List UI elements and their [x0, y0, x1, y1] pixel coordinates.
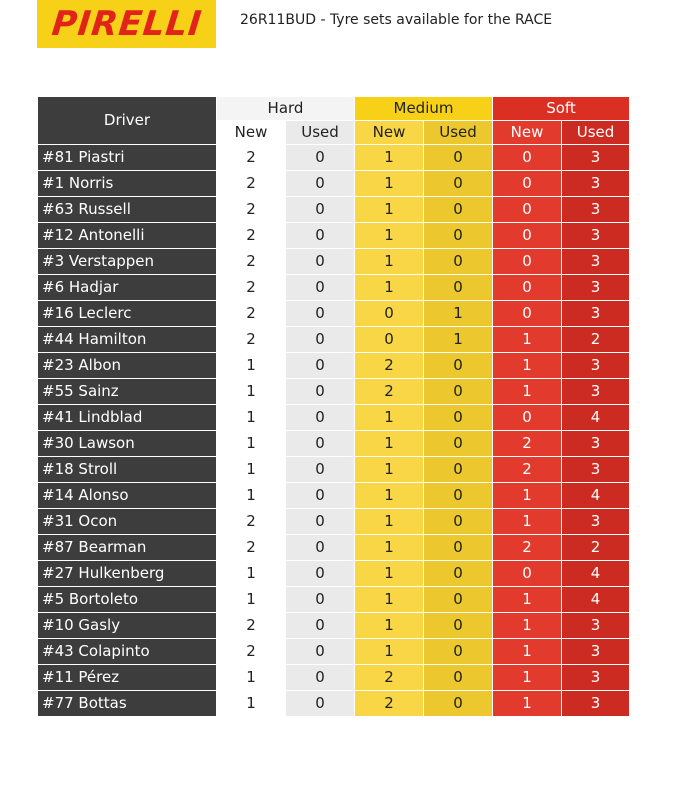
hard-new-cell: 2: [217, 145, 286, 171]
table-body: [38, 145, 630, 717]
medium-new-cell: 1: [355, 249, 424, 275]
medium-new-cell: 1: [355, 639, 424, 665]
table-row: [38, 691, 630, 717]
table-row: [38, 431, 630, 457]
medium-new-cell: 1: [355, 483, 424, 509]
hard-new-cell: 1: [217, 561, 286, 587]
hard-new-cell: 2: [217, 639, 286, 665]
hard-used-cell: 0: [286, 223, 355, 249]
soft-new-cell: 1: [493, 483, 562, 509]
table-row: [38, 613, 630, 639]
driver-name-cell: #18 Stroll: [38, 457, 217, 483]
medium-compound-header: Medium: [355, 97, 493, 121]
hard-used-header: Used: [286, 121, 355, 145]
hard-used-cell: 0: [286, 509, 355, 535]
hard-used-cell: 0: [286, 405, 355, 431]
driver-name-cell: #10 Gasly: [38, 613, 217, 639]
hard-used-cell: 0: [286, 457, 355, 483]
medium-used-cell: 0: [424, 509, 493, 535]
medium-used-cell: 0: [424, 535, 493, 561]
medium-new-cell: 1: [355, 587, 424, 613]
soft-used-cell: 3: [562, 431, 630, 457]
hard-new-cell: 1: [217, 665, 286, 691]
driver-name-cell: #81 Piastri: [38, 145, 217, 171]
soft-used-cell: 3: [562, 145, 630, 171]
medium-used-cell: 0: [424, 249, 493, 275]
hard-new-cell: 1: [217, 691, 286, 717]
soft-new-cell: 0: [493, 249, 562, 275]
hard-used-cell: 0: [286, 301, 355, 327]
driver-name-cell: #23 Albon: [38, 353, 217, 379]
hard-new-header: New: [217, 121, 286, 145]
soft-new-cell: 2: [493, 535, 562, 561]
table-row: [38, 405, 630, 431]
medium-used-cell: 0: [424, 665, 493, 691]
medium-new-cell: 1: [355, 613, 424, 639]
table-row: [38, 301, 630, 327]
soft-used-cell: 4: [562, 587, 630, 613]
medium-used-cell: 0: [424, 561, 493, 587]
hard-new-cell: 2: [217, 327, 286, 353]
hard-new-cell: 2: [217, 223, 286, 249]
medium-used-cell: 0: [424, 379, 493, 405]
table-row: [38, 171, 630, 197]
driver-column-header: Driver: [38, 97, 217, 145]
medium-new-cell: 1: [355, 197, 424, 223]
tyre-sets-table: [37, 96, 630, 717]
medium-new-cell: 1: [355, 223, 424, 249]
table-row: [38, 379, 630, 405]
soft-new-cell: 0: [493, 145, 562, 171]
hard-used-cell: 0: [286, 171, 355, 197]
hard-used-cell: 0: [286, 535, 355, 561]
soft-new-cell: 1: [493, 353, 562, 379]
driver-name-cell: #43 Colapinto: [38, 639, 217, 665]
soft-new-cell: 2: [493, 431, 562, 457]
hard-new-cell: 1: [217, 405, 286, 431]
medium-new-cell: 2: [355, 665, 424, 691]
medium-used-cell: 0: [424, 457, 493, 483]
driver-name-cell: #55 Sainz: [38, 379, 217, 405]
hard-compound-header: Hard: [217, 97, 355, 121]
soft-new-cell: 0: [493, 171, 562, 197]
page-title: 26R11BUD - Tyre sets available for the RACE: [240, 12, 553, 28]
hard-new-cell: 2: [217, 275, 286, 301]
soft-used-cell: 3: [562, 379, 630, 405]
hard-used-cell: 0: [286, 353, 355, 379]
soft-new-cell: 1: [493, 587, 562, 613]
logo-text: PIRELLI: [49, 4, 204, 44]
driver-name-cell: #44 Hamilton: [38, 327, 217, 353]
medium-new-cell: 1: [355, 431, 424, 457]
soft-new-cell: 1: [493, 665, 562, 691]
soft-new-cell: 0: [493, 405, 562, 431]
hard-new-cell: 2: [217, 301, 286, 327]
table-row: [38, 145, 630, 171]
medium-used-cell: 0: [424, 405, 493, 431]
medium-used-header: Used: [424, 121, 493, 145]
hard-new-cell: 2: [217, 509, 286, 535]
medium-new-cell: 1: [355, 275, 424, 301]
soft-new-cell: 0: [493, 561, 562, 587]
hard-used-cell: 0: [286, 327, 355, 353]
medium-new-cell: 1: [355, 405, 424, 431]
soft-used-cell: 3: [562, 691, 630, 717]
table-row: [38, 249, 630, 275]
table-row: [38, 275, 630, 301]
soft-new-cell: 0: [493, 197, 562, 223]
table-row: [38, 561, 630, 587]
soft-used-cell: 4: [562, 561, 630, 587]
medium-new-cell: 0: [355, 301, 424, 327]
medium-new-cell: 1: [355, 509, 424, 535]
table-row: [38, 457, 630, 483]
soft-new-cell: 1: [493, 379, 562, 405]
table-row: [38, 327, 630, 353]
medium-new-cell: 0: [355, 327, 424, 353]
driver-name-cell: #63 Russell: [38, 197, 217, 223]
table-row: [38, 665, 630, 691]
medium-used-cell: 1: [424, 301, 493, 327]
soft-used-cell: 2: [562, 327, 630, 353]
driver-name-cell: #41 Lindblad: [38, 405, 217, 431]
medium-used-cell: 0: [424, 275, 493, 301]
hard-new-cell: 1: [217, 379, 286, 405]
soft-new-header: New: [493, 121, 562, 145]
driver-name-cell: #87 Bearman: [38, 535, 217, 561]
soft-used-cell: 3: [562, 249, 630, 275]
table-row: [38, 223, 630, 249]
medium-new-cell: 2: [355, 353, 424, 379]
hard-new-cell: 2: [217, 171, 286, 197]
hard-used-cell: 0: [286, 665, 355, 691]
hard-used-cell: 0: [286, 587, 355, 613]
hard-new-cell: 2: [217, 613, 286, 639]
medium-new-cell: 1: [355, 145, 424, 171]
soft-used-cell: 3: [562, 301, 630, 327]
table-row: [38, 483, 630, 509]
soft-used-cell: 3: [562, 197, 630, 223]
soft-new-cell: 1: [493, 327, 562, 353]
hard-used-cell: 0: [286, 613, 355, 639]
soft-used-cell: 3: [562, 613, 630, 639]
hard-new-cell: 2: [217, 249, 286, 275]
hard-used-cell: 0: [286, 197, 355, 223]
soft-used-cell: 3: [562, 353, 630, 379]
driver-name-cell: #77 Bottas: [38, 691, 217, 717]
table-row: [38, 353, 630, 379]
medium-used-cell: 0: [424, 171, 493, 197]
table-row: [38, 509, 630, 535]
medium-new-header: New: [355, 121, 424, 145]
medium-used-cell: 0: [424, 587, 493, 613]
driver-name-cell: #31 Ocon: [38, 509, 217, 535]
medium-used-cell: 0: [424, 223, 493, 249]
hard-new-cell: 1: [217, 483, 286, 509]
medium-used-cell: 0: [424, 353, 493, 379]
soft-new-cell: 1: [493, 691, 562, 717]
medium-new-cell: 1: [355, 561, 424, 587]
table-row: [38, 535, 630, 561]
medium-new-cell: 2: [355, 691, 424, 717]
hard-used-cell: 0: [286, 561, 355, 587]
soft-new-cell: 0: [493, 301, 562, 327]
driver-name-cell: #12 Antonelli: [38, 223, 217, 249]
medium-new-cell: 1: [355, 457, 424, 483]
hard-new-cell: 1: [217, 353, 286, 379]
medium-used-cell: 1: [424, 327, 493, 353]
driver-name-cell: #5 Bortoleto: [38, 587, 217, 613]
hard-new-cell: 1: [217, 587, 286, 613]
medium-used-cell: 0: [424, 691, 493, 717]
pirelli-logo: [37, 0, 216, 48]
table-row: [38, 197, 630, 223]
soft-used-header: Used: [562, 121, 630, 145]
table-row: [38, 639, 630, 665]
hard-used-cell: 0: [286, 379, 355, 405]
medium-used-cell: 0: [424, 613, 493, 639]
hard-new-cell: 1: [217, 457, 286, 483]
soft-used-cell: 2: [562, 535, 630, 561]
driver-name-cell: #14 Alonso: [38, 483, 217, 509]
hard-new-cell: 1: [217, 431, 286, 457]
medium-new-cell: 2: [355, 379, 424, 405]
driver-name-cell: #11 Pérez: [38, 665, 217, 691]
medium-used-cell: 0: [424, 639, 493, 665]
driver-name-cell: #27 Hulkenberg: [38, 561, 217, 587]
driver-name-cell: #16 Leclerc: [38, 301, 217, 327]
hard-new-cell: 2: [217, 535, 286, 561]
hard-used-cell: 0: [286, 639, 355, 665]
driver-name-cell: #30 Lawson: [38, 431, 217, 457]
soft-used-cell: 3: [562, 171, 630, 197]
medium-used-cell: 0: [424, 431, 493, 457]
medium-new-cell: 1: [355, 171, 424, 197]
medium-new-cell: 1: [355, 535, 424, 561]
soft-used-cell: 3: [562, 509, 630, 535]
soft-used-cell: 3: [562, 457, 630, 483]
hard-used-cell: 0: [286, 145, 355, 171]
hard-used-cell: 0: [286, 275, 355, 301]
soft-used-cell: 3: [562, 639, 630, 665]
soft-new-cell: 1: [493, 509, 562, 535]
driver-name-cell: #1 Norris: [38, 171, 217, 197]
medium-used-cell: 0: [424, 197, 493, 223]
hard-used-cell: 0: [286, 691, 355, 717]
driver-name-cell: #6 Hadjar: [38, 275, 217, 301]
soft-new-cell: 0: [493, 275, 562, 301]
soft-used-cell: 3: [562, 665, 630, 691]
soft-new-cell: 2: [493, 457, 562, 483]
soft-used-cell: 3: [562, 275, 630, 301]
soft-used-cell: 3: [562, 223, 630, 249]
medium-used-cell: 0: [424, 483, 493, 509]
driver-name-cell: #3 Verstappen: [38, 249, 217, 275]
soft-new-cell: 1: [493, 613, 562, 639]
soft-used-cell: 4: [562, 483, 630, 509]
hard-used-cell: 0: [286, 431, 355, 457]
medium-used-cell: 0: [424, 145, 493, 171]
soft-used-cell: 4: [562, 405, 630, 431]
hard-used-cell: 0: [286, 249, 355, 275]
soft-new-cell: 0: [493, 223, 562, 249]
hard-new-cell: 2: [217, 197, 286, 223]
soft-compound-header: Soft: [493, 97, 630, 121]
soft-new-cell: 1: [493, 639, 562, 665]
table-row: [38, 587, 630, 613]
hard-used-cell: 0: [286, 483, 355, 509]
